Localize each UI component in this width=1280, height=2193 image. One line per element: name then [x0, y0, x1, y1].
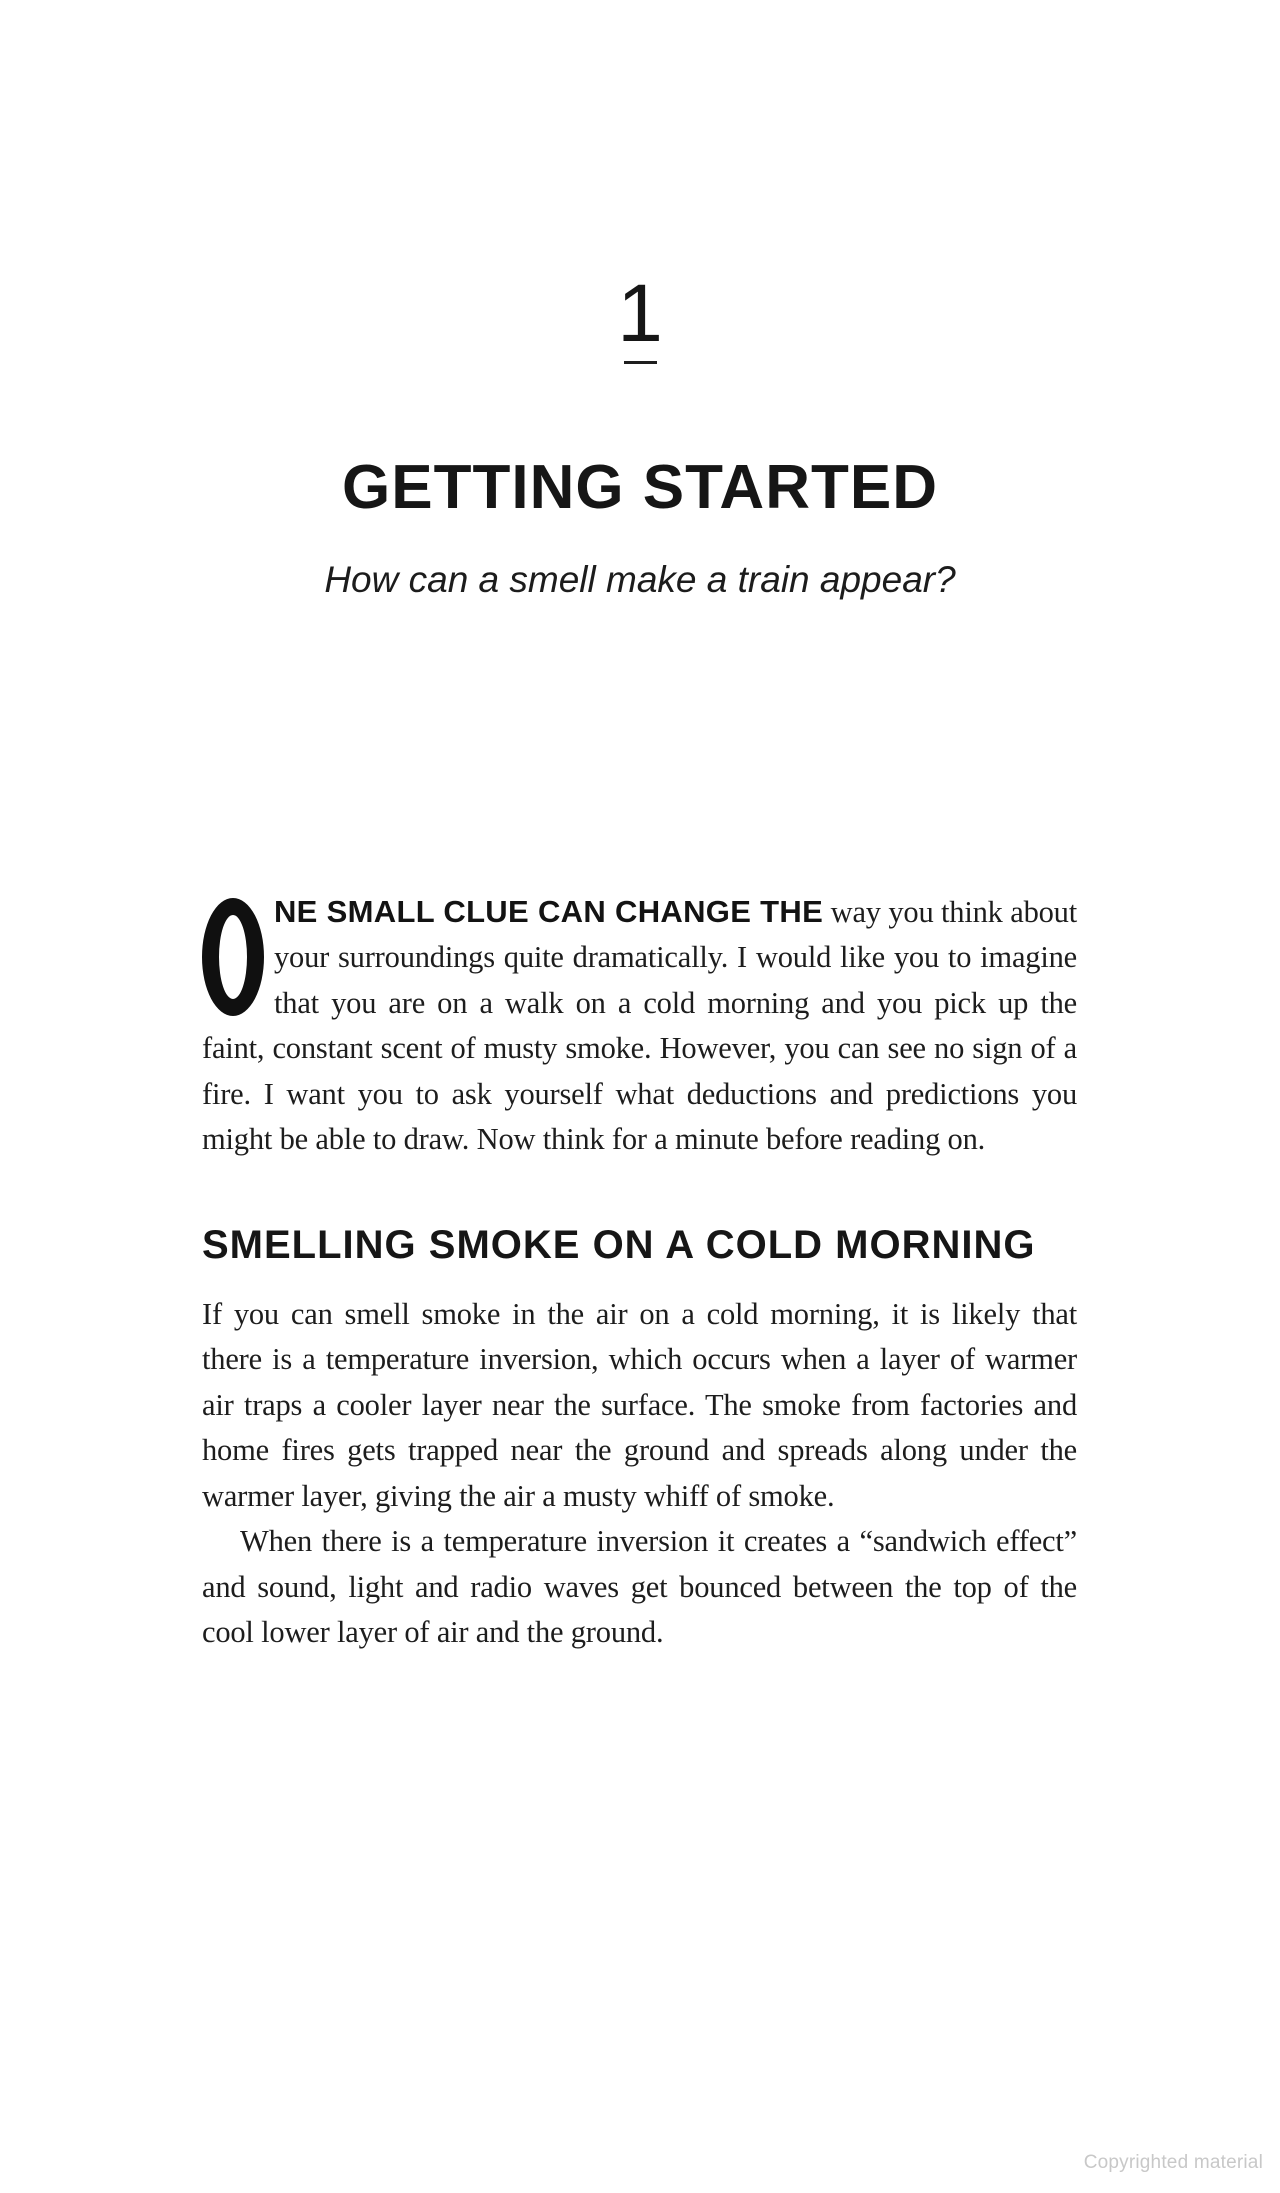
opening-paragraph: [202, 889, 1077, 1163]
lead-in-text: NE SMALL CLUE CAN CHANGE THE: [274, 893, 824, 929]
copyright-watermark: Copyrighted material: [1083, 2152, 1263, 2173]
paragraph-inversion: When there is a temperature inversion it creates a “sandwich effect” and sound, light and radio waves get bounced between the top of the cool lower layer of air and the ground.: [202, 1524, 1077, 1650]
chapter-number: 1: [617, 268, 663, 359]
chapter-title: GETTING STARTED: [342, 453, 938, 522]
drop-cap-letter: [219, 915, 220, 916]
paragraph-smoke: If you can smell smoke in the air on a cold morning, it is likely that there is a temperature inversion, which occurs when a layer of warmer air traps a cooler layer near the surface. The smoke from factories and home fires gets trapped near the ground and spreads along under the warmer layer, giving the air a musty whiff of smoke.: [202, 1296, 1077, 1513]
chapter-number-rule: [624, 361, 657, 364]
book-page: [0, 268, 1280, 2193]
body-text-block: [202, 889, 1077, 1656]
chapter-subtitle: How can a smell make a train appear?: [324, 558, 956, 600]
opening-paragraph-text: way you think about your surroundings quite dramatically. I would like you to imagine that you are on a walk on a cold morning and you pick up the faint, constant scent of musty smoke. However, you can see no sign of a fire. I want you to ask yourself what deductions and predictions you might be able to draw. Now think for a minute before reading on.: [202, 894, 1077, 1157]
section-heading: SMELLING SMOKE ON A COLD MORNING: [202, 1222, 1036, 1267]
drop-cap: [202, 898, 264, 1016]
